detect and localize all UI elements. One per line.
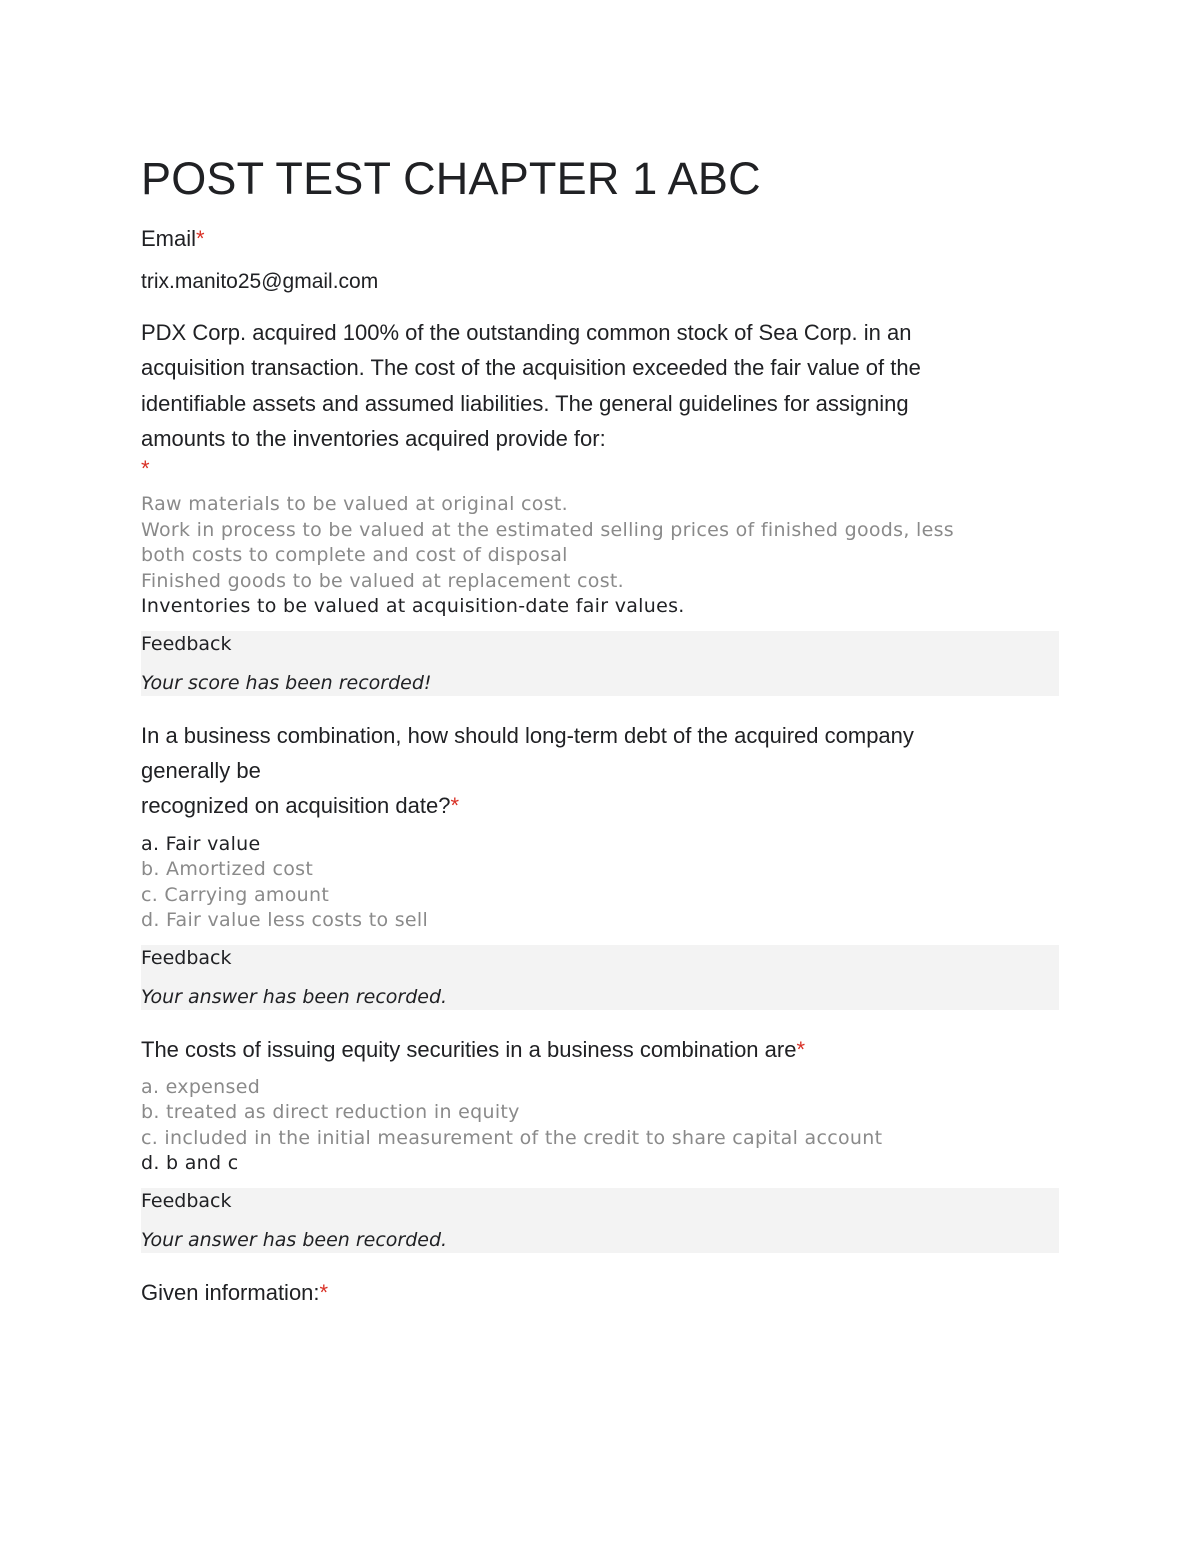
feedback-message: Your answer has been recorded. [141, 1228, 448, 1251]
required-mark: * [141, 456, 150, 482]
question-4 [141, 1275, 1059, 1310]
feedback-box [141, 945, 1059, 1010]
answer-option[interactable]: Raw materials to be valued at original cost. [141, 493, 568, 516]
quiz-page [141, 150, 1059, 1318]
page-title: POST TEST CHAPTER 1 ABC [141, 153, 761, 204]
answer-option-selected[interactable]: Inventories to be valued at acquisition-date fair values. [141, 595, 685, 618]
question-line: acquisition transaction. The cost of the acquisition exceeded the fair value of the [141, 355, 921, 381]
question-line: The costs of issuing equity securities in a business combination are [141, 1036, 797, 1062]
feedback-box [141, 1188, 1059, 1253]
question-line: PDX Corp. acquired 100% of the outstanding common stock of Sea Corp. in an [141, 320, 912, 345]
required-mark: * [196, 226, 205, 251]
answer-options [141, 1075, 1059, 1177]
question-line: generally be [141, 757, 261, 783]
question-line: Given information: [141, 1279, 320, 1305]
answer-option[interactable]: b. Amortized cost [141, 858, 314, 881]
email-value: trix.manito25@gmail.com [141, 270, 379, 293]
feedback-label: Feedback [141, 946, 232, 969]
feedback-label: Feedback [141, 632, 232, 655]
feedback-label: Feedback [141, 1189, 232, 1212]
question-3 [141, 1032, 1059, 1253]
answer-option[interactable]: Work in process to be valued at the estimated selling prices of finished goods, less [141, 518, 955, 541]
answer-option-selected[interactable]: d. b and c [141, 1152, 239, 1175]
question-line: recognized on acquisition date? [141, 793, 451, 819]
required-mark: * [796, 1036, 806, 1062]
question-text [141, 1032, 1059, 1067]
answer-option[interactable]: c. included in the initial measurement of the credit to share capital account [141, 1126, 883, 1149]
answer-options [141, 832, 1059, 934]
feedback-message: Your answer has been recorded. [141, 985, 448, 1008]
answer-option-selected[interactable]: a. Fair value [141, 832, 261, 855]
question-line: identifiable assets and assumed liabilities. The general guidelines for assigning [141, 390, 909, 416]
answer-option[interactable]: b. treated as direct reduction in equity [141, 1101, 520, 1124]
answer-option[interactable]: c. Carrying amount [141, 883, 330, 906]
question-text [141, 315, 1059, 456]
answer-option[interactable]: d. Fair value less costs to sell [141, 909, 429, 932]
required-mark: * [450, 793, 460, 819]
answer-option[interactable]: a. expensed [141, 1075, 261, 1098]
question-2 [141, 718, 1059, 1010]
required-mark: * [319, 1279, 329, 1305]
answer-option: both costs to complete and cost of disposal [141, 544, 568, 567]
question-line: In a business combination, how should long-term debt of the acquired company [141, 722, 914, 748]
question-1 [141, 315, 1059, 696]
question-line: amounts to the inventories acquired provide for: [141, 425, 606, 451]
answer-option[interactable]: Finished goods to be valued at replacement cost. [141, 569, 625, 592]
email-label-text: Email [141, 226, 197, 251]
feedback-box [141, 631, 1059, 696]
feedback-message: Your score has been recorded! [141, 671, 432, 694]
email-label [141, 224, 1059, 254]
answer-options [141, 492, 1059, 620]
question-text [141, 718, 1059, 824]
question-text [141, 1275, 1059, 1310]
